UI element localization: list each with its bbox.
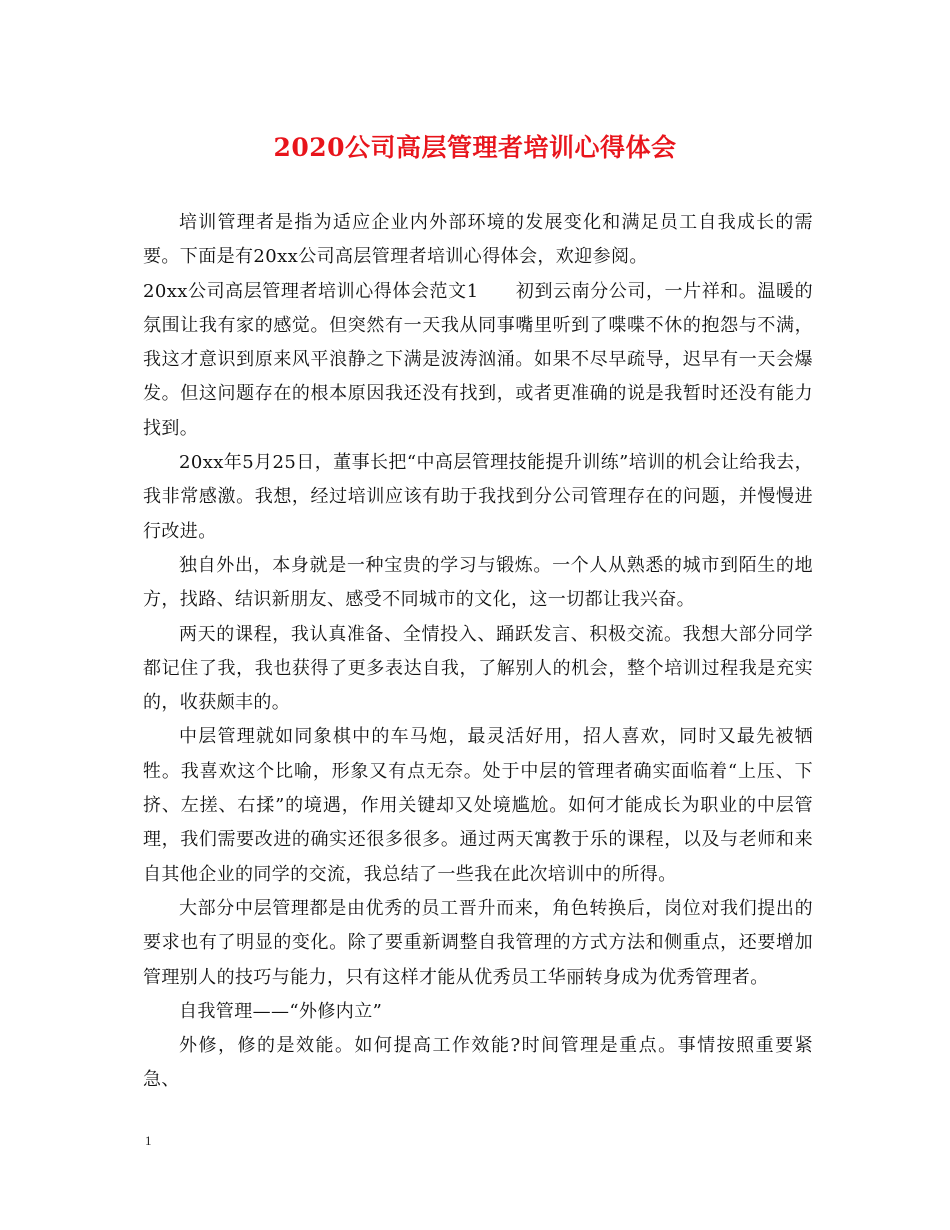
paragraph: 大部分中层管理都是由优秀的员工晋升而来，角色转换后，岗位对我们提出的要求也有了明显的变化。除了要重新调整自我管理的方式方法和侧重点，还要增加管理别人的技巧与能力，只有这样才能从优秀员工华丽转身成为优秀管理者。 — [143, 897, 813, 988]
paragraph: 两天的课程，我认真准备、全情投入、踊跃发言、积极交流。我想大部分同学都记住了我，我也获得了更多表达自我，了解别人的机会，整个培训过程我是充实的，收获颇丰的。 — [143, 623, 813, 714]
paragraph: 外修，修的是效能。如何提高工作效能?时间管理是重点。事情按照重要紧急、 — [143, 1035, 813, 1091]
paragraph: 20xx年5月25日，董事长把“中高层管理技能提升训练”培训的机会让给我去，我非常感激。我想，经过培训应该有助于我找到分公司管理存在的问题，并慢慢进行改进。 — [143, 452, 813, 542]
paragraph: 自我管理——“外修内立” — [179, 1000, 383, 1022]
paragraph: 中层管理就如同象棋中的车马炮，最灵活好用，招人喜欢，同时又最先被牺牲。我喜欢这个比喻，形象又有点无奈。处于中层的管理者确实面临着“上压、下挤、左搓、右揉”的境遇，作用关键却又处境尴尬。如何才能成长为职业的中层管理，我们需要改进的确实还很多很多。通过两天寓教于乐的课程，以及与老师和来自其他企业的同学的交流，我总结了一些我在此次培训中的所得。 — [143, 726, 813, 885]
document-title: 2020公司高层管理者培训心得体会 — [273, 133, 677, 162]
paragraph: 培训管理者是指为适应企业内外部环境的发展变化和满足员工自我成长的需要。下面是有20xx公司高层管理者培训心得体会，欢迎参阅。 — [143, 212, 813, 268]
page-number: 1 — [145, 1133, 152, 1148]
paragraph: 20xx公司高层管理者培训心得体会范文1 初到云南分公司，一片祥和。温暖的氛围让我有家的感觉。但突然有一天我从同事嘴里听到了喋喋不休的抱怨与不满，我这才意识到原来风平浪静之下满是波涛汹涌。如果不尽早疏导，迟早有一天会爆发。但这问题存在的根本原因我还没有找到，或者更准确的说是我暂时还没有能力找到。 — [143, 280, 813, 439]
paragraph: 独自外出，本身就是一种宝贵的学习与锻炼。一个人从熟悉的城市到陌生的地方，找路、结识新朋友、感受不同城市的文化，这一切都让我兴奋。 — [143, 554, 813, 611]
document-body — [143, 206, 813, 1098]
